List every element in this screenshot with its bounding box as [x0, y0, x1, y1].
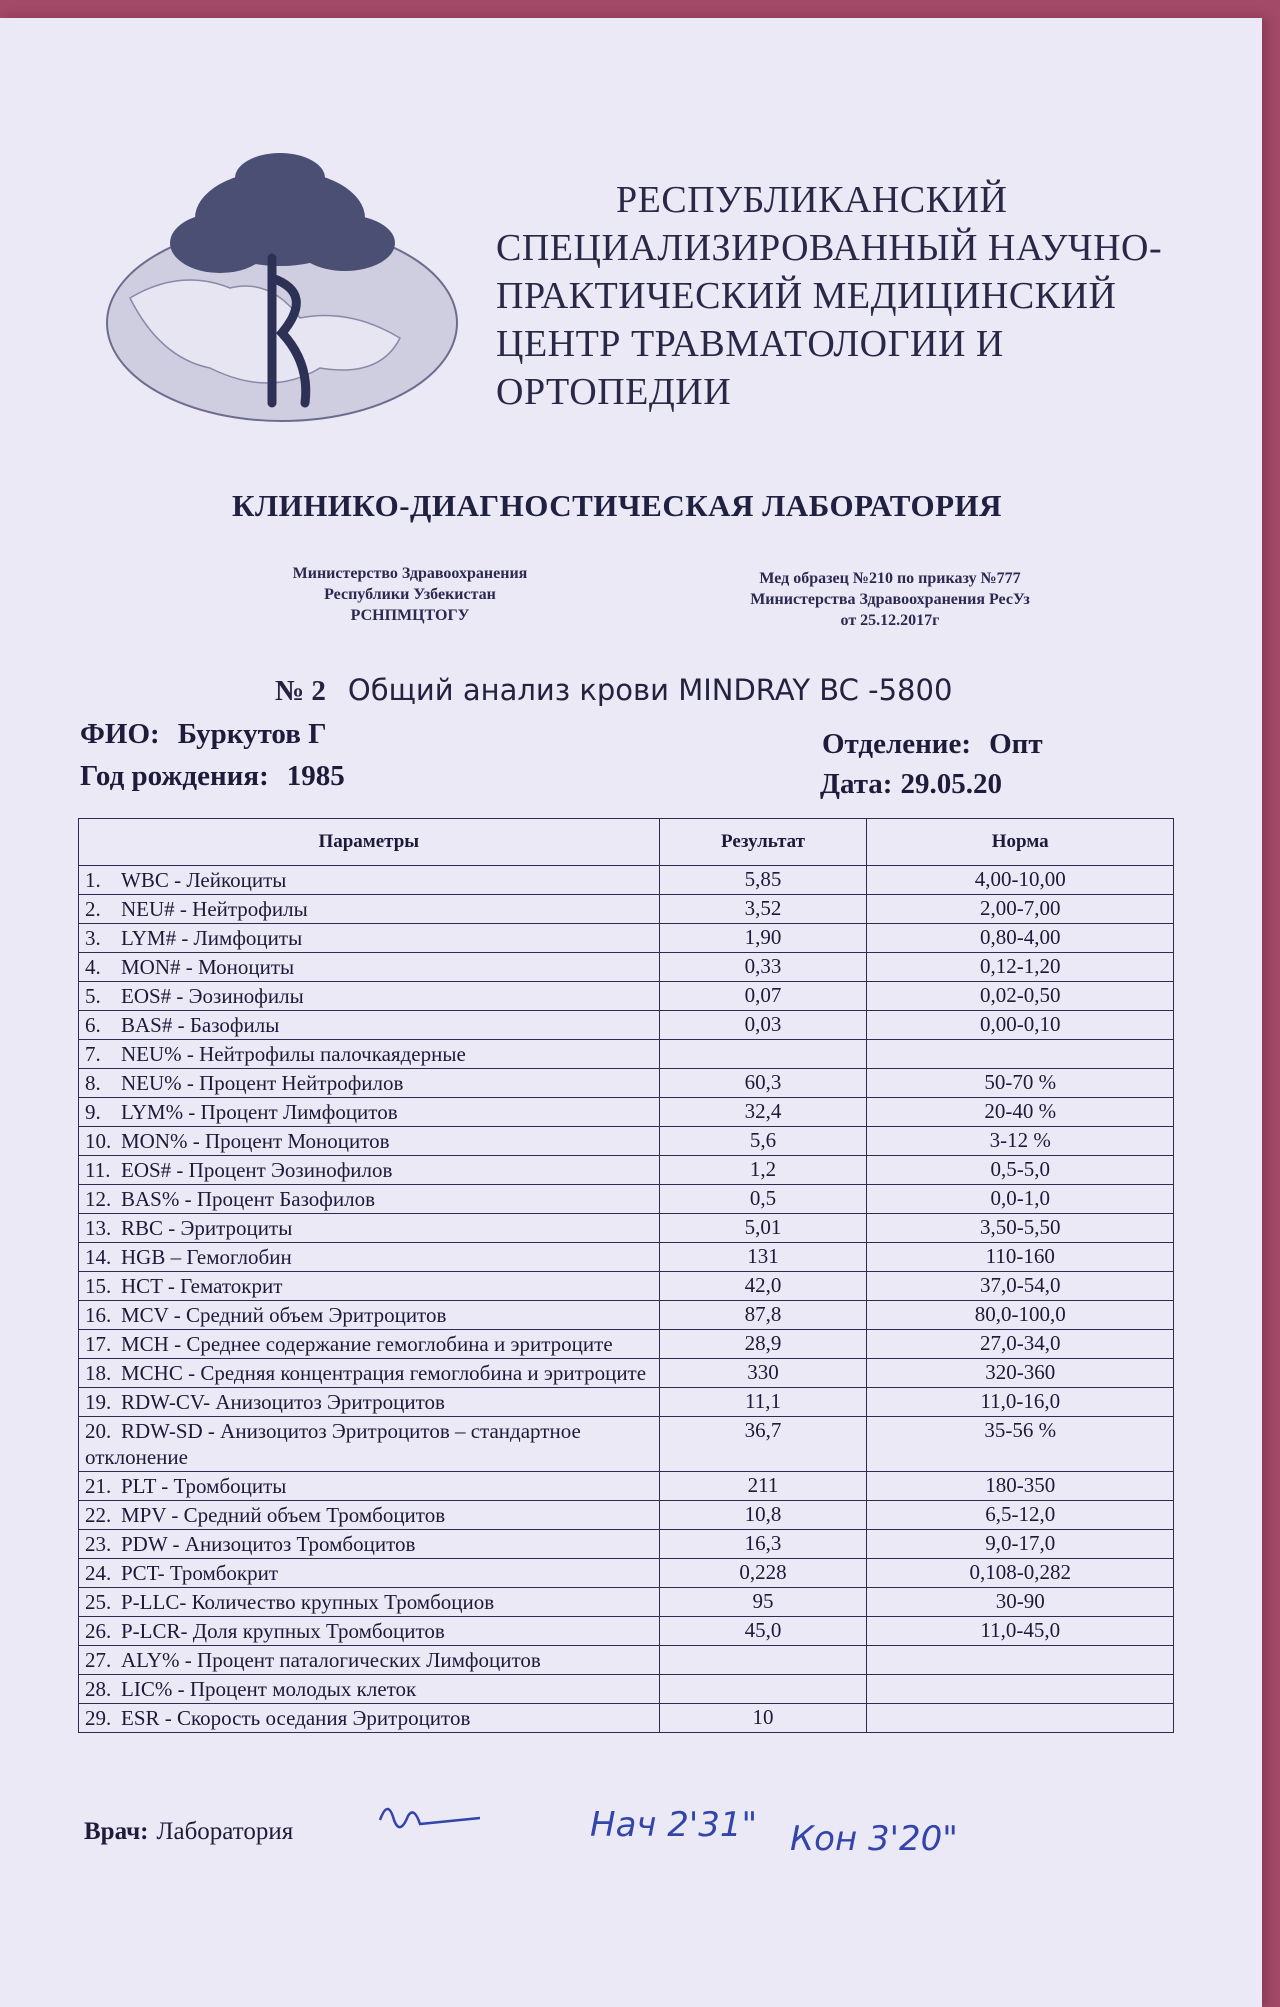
- table-row: [79, 1214, 1174, 1243]
- param-name: BAS# - Базофилы: [121, 1013, 280, 1037]
- institution-line: СПЕЦИАЛИЗИРОВАННЫЙ НАУЧНО-: [496, 227, 1163, 269]
- norm-cell: 50-70 %: [867, 1069, 1174, 1098]
- param-name: HCT - Гематокрит: [121, 1274, 283, 1298]
- patient-birth: [80, 760, 345, 793]
- param-name: PCT- Тромбокрит: [121, 1561, 279, 1585]
- param-cell: [79, 1501, 660, 1530]
- row-number: 12.: [85, 1187, 112, 1211]
- norm-cell: 3,50-5,50: [867, 1214, 1174, 1243]
- result-cell: 0,33: [659, 953, 867, 982]
- table-row: [79, 1011, 1174, 1040]
- row-number: 17.: [85, 1332, 112, 1356]
- table-row: [79, 1388, 1174, 1417]
- row-number: 15.: [85, 1274, 112, 1298]
- institution-line: ОРТОПЕДИИ: [496, 371, 732, 413]
- handwritten-note-end: Кон 3'20": [790, 1819, 958, 1859]
- table-row: [79, 1243, 1174, 1272]
- norm-header: Норма: [867, 819, 1174, 866]
- result-cell: 10: [659, 1704, 867, 1733]
- row-number: 18.: [85, 1361, 112, 1385]
- row-number: 16.: [85, 1303, 112, 1327]
- analysis-title: [275, 673, 1075, 708]
- norm-cell: 80,0-100,0: [867, 1301, 1174, 1330]
- row-number: 22.: [85, 1503, 112, 1527]
- handwritten-note-start: Нач 2'31": [590, 1805, 758, 1845]
- param-cell: [79, 1011, 660, 1040]
- param-name: LYM% - Процент Лимфоцитов: [121, 1100, 398, 1124]
- param-cell: [79, 1098, 660, 1127]
- result-cell: 28,9: [659, 1330, 867, 1359]
- table-row: [79, 1501, 1174, 1530]
- param-name: P-LCR- Доля крупных Тромбоцитов: [121, 1619, 445, 1643]
- table-row: [79, 1301, 1174, 1330]
- param-name: WBC - Лейкоциты: [121, 868, 287, 892]
- table-row: [79, 1588, 1174, 1617]
- param-name: ESR - Скорость оседания Эритроцитов: [121, 1706, 471, 1730]
- ministry-block: [270, 563, 550, 626]
- result-cell: 5,01: [659, 1214, 867, 1243]
- row-number: 5.: [85, 984, 101, 1008]
- result-header: Результат: [659, 819, 867, 866]
- table-row: [79, 1330, 1174, 1359]
- param-cell: [79, 1243, 660, 1272]
- param-name: NEU# - Нейтрофилы: [121, 897, 308, 921]
- param-name: LYM# - Лимфоциты: [121, 926, 303, 950]
- row-number: 27.: [85, 1648, 112, 1672]
- param-cell: [79, 1530, 660, 1559]
- table-row: [79, 982, 1174, 1011]
- row-number: 29.: [85, 1706, 112, 1730]
- norm-cell: 27,0-34,0: [867, 1330, 1174, 1359]
- report-date: [820, 768, 1002, 801]
- param-cell: [79, 1214, 660, 1243]
- result-cell: [659, 1675, 867, 1704]
- analysis-number: № 2: [275, 675, 326, 707]
- analysis-name: Общий анализ крови MINDRAY BC -5800: [347, 673, 953, 707]
- param-name: BAS% - Процент Базофилов: [121, 1187, 376, 1211]
- table-row: [79, 1472, 1174, 1501]
- result-cell: 0,5: [659, 1185, 867, 1214]
- fio-label: ФИО:: [80, 718, 160, 750]
- norm-cell: 37,0-54,0: [867, 1272, 1174, 1301]
- result-cell: 11,1: [659, 1388, 867, 1417]
- param-cell: [79, 1330, 660, 1359]
- param-cell: [79, 1069, 660, 1098]
- result-cell: 16,3: [659, 1530, 867, 1559]
- result-cell: 36,7: [659, 1417, 867, 1472]
- param-cell: [79, 1272, 660, 1301]
- norm-cell: 180-350: [867, 1472, 1174, 1501]
- row-number: 2.: [85, 897, 101, 921]
- order-line: Мед образец №210 по приказу №777: [759, 570, 1021, 587]
- order-block: [720, 568, 1060, 631]
- row-number: 8.: [85, 1071, 101, 1095]
- param-header: Параметры: [79, 819, 660, 866]
- norm-cell: 2,00-7,00: [867, 895, 1174, 924]
- row-number: 26.: [85, 1619, 112, 1643]
- doctor-value: Лаборатория: [156, 1818, 294, 1845]
- institution-line: РЕСПУБЛИКАНСКИЙ: [616, 179, 1008, 221]
- table-row: [79, 1272, 1174, 1301]
- param-cell: [79, 1417, 660, 1472]
- param-cell: [79, 1040, 660, 1069]
- dept-label: Отделение:: [822, 728, 972, 760]
- param-name: NEU% - Нейтрофилы палочкаядерные: [121, 1042, 466, 1066]
- doctor-label: Врач:: [84, 1818, 149, 1845]
- table-row: [79, 1040, 1174, 1069]
- param-name: MPV - Средний объем Тромбоцитов: [121, 1503, 446, 1527]
- date-label: Дата:: [820, 768, 893, 800]
- param-cell: [79, 1388, 660, 1417]
- param-name: RDW-SD - Анизоцитоз Эритроцитов – стандартное отклонение: [85, 1419, 581, 1469]
- param-cell: [79, 895, 660, 924]
- institution-name: [496, 176, 1196, 416]
- norm-cell: 11,0-45,0: [867, 1617, 1174, 1646]
- row-number: 11.: [85, 1158, 111, 1182]
- result-cell: 0,228: [659, 1559, 867, 1588]
- param-cell: [79, 1646, 660, 1675]
- row-number: 13.: [85, 1216, 112, 1240]
- norm-cell: [867, 1646, 1174, 1675]
- param-name: MCHC - Средняя концентрация гемоглобина и эритроците: [121, 1361, 647, 1385]
- param-cell: [79, 1588, 660, 1617]
- table-row: [79, 1185, 1174, 1214]
- table-row: [79, 1359, 1174, 1388]
- param-name: MCH - Среднее содержание гемоглобина и эритроците: [121, 1332, 613, 1356]
- result-cell: 5,85: [659, 866, 867, 895]
- row-number: 6.: [85, 1013, 101, 1037]
- norm-cell: [867, 1675, 1174, 1704]
- result-cell: [659, 1040, 867, 1069]
- lab-report-sheet: [0, 18, 1262, 2007]
- result-cell: 32,4: [659, 1098, 867, 1127]
- norm-cell: 110-160: [867, 1243, 1174, 1272]
- norm-cell: 6,5-12,0: [867, 1501, 1174, 1530]
- row-number: 10.: [85, 1129, 112, 1153]
- norm-cell: [867, 1040, 1174, 1069]
- institution-line: ЦЕНТР ТРАВМАТОЛОГИИ И: [496, 323, 1004, 365]
- norm-cell: 4,00-10,00: [867, 866, 1174, 895]
- result-cell: 1,90: [659, 924, 867, 953]
- param-cell: [79, 1559, 660, 1588]
- lab-title: КЛИНИКО-ДИАГНОСТИЧЕСКАЯ ЛАБОРАТОРИЯ: [232, 488, 1003, 523]
- norm-cell: 30-90: [867, 1588, 1174, 1617]
- norm-cell: 0,5-5,0: [867, 1156, 1174, 1185]
- row-number: 25.: [85, 1590, 112, 1614]
- handwritten-notes: [370, 1758, 1030, 1868]
- result-cell: 60,3: [659, 1069, 867, 1098]
- table-row: [79, 953, 1174, 982]
- param-cell: [79, 1675, 660, 1704]
- param-cell: [79, 1156, 660, 1185]
- result-cell: 5,6: [659, 1127, 867, 1156]
- param-cell: [79, 1472, 660, 1501]
- param-name: EOS# - Эозинофилы: [121, 984, 304, 1008]
- row-number: 21.: [85, 1474, 112, 1498]
- param-cell: [79, 1617, 660, 1646]
- result-cell: 45,0: [659, 1617, 867, 1646]
- result-cell: 211: [659, 1472, 867, 1501]
- row-number: 19.: [85, 1390, 112, 1414]
- param-name: MON% - Процент Моноцитов: [121, 1129, 390, 1153]
- signature-icon: [380, 1809, 480, 1827]
- param-name: RBC - Эритроциты: [121, 1216, 293, 1240]
- param-name: RDW-CV- Анизоцитоз Эритроцитов: [121, 1390, 445, 1414]
- table-header-row: [79, 819, 1174, 866]
- norm-cell: 20-40 %: [867, 1098, 1174, 1127]
- center-logo-icon: [100, 148, 470, 428]
- table-row: [79, 1675, 1174, 1704]
- table-row: [79, 1127, 1174, 1156]
- result-cell: 0,03: [659, 1011, 867, 1040]
- dept-value: Опт: [989, 728, 1043, 760]
- ministry-line: Республики Узбекистан: [324, 586, 496, 603]
- table-row: [79, 895, 1174, 924]
- row-number: 20.: [85, 1419, 112, 1443]
- param-name: PLT - Тромбоциты: [121, 1474, 287, 1498]
- result-cell: 131: [659, 1243, 867, 1272]
- result-cell: 95: [659, 1588, 867, 1617]
- param-cell: [79, 1359, 660, 1388]
- norm-cell: 35-56 %: [867, 1417, 1174, 1472]
- table-row: [79, 1559, 1174, 1588]
- norm-cell: 0,02-0,50: [867, 982, 1174, 1011]
- result-cell: 0,07: [659, 982, 867, 1011]
- fio-value: Буркутов Г: [177, 718, 327, 750]
- param-name: MCV - Средний объем Эритроцитов: [121, 1303, 447, 1327]
- row-number: 14.: [85, 1245, 112, 1269]
- param-name: P-LLC- Количество крупных Тромбоциов: [121, 1590, 495, 1614]
- ministry-line: Министерство Здравоохранения: [292, 565, 528, 582]
- table-row: [79, 924, 1174, 953]
- table-row: [79, 1417, 1174, 1472]
- birth-label: Год рождения:: [80, 760, 269, 792]
- result-cell: 10,8: [659, 1501, 867, 1530]
- param-name: ALY% - Процент паталогических Лимфоцитов: [121, 1648, 541, 1672]
- row-number: 4.: [85, 955, 101, 979]
- norm-cell: [867, 1704, 1174, 1733]
- row-number: 24.: [85, 1561, 112, 1585]
- norm-cell: 9,0-17,0: [867, 1530, 1174, 1559]
- table-row: [79, 1617, 1174, 1646]
- result-cell: 330: [659, 1359, 867, 1388]
- norm-cell: 3-12 %: [867, 1127, 1174, 1156]
- param-name: LIC% - Процент молодых клеток: [121, 1677, 417, 1701]
- param-name: HGB – Гемоглобин: [121, 1245, 292, 1269]
- result-cell: 1,2: [659, 1156, 867, 1185]
- table-row: [79, 866, 1174, 895]
- param-cell: [79, 982, 660, 1011]
- doctor-line: [84, 1818, 293, 1846]
- row-number: 3.: [85, 926, 101, 950]
- row-number: 1.: [85, 868, 101, 892]
- table-row: [79, 1069, 1174, 1098]
- param-cell: [79, 953, 660, 982]
- order-line: от 25.12.2017г: [840, 612, 940, 629]
- results-rows: [79, 866, 1174, 1733]
- row-number: 23.: [85, 1532, 112, 1556]
- param-cell: [79, 1301, 660, 1330]
- param-cell: [79, 924, 660, 953]
- norm-cell: 320-360: [867, 1359, 1174, 1388]
- ministry-line: РСНПМЦТОГУ: [350, 607, 470, 624]
- table-row: [79, 1098, 1174, 1127]
- result-cell: 42,0: [659, 1272, 867, 1301]
- result-cell: [659, 1646, 867, 1675]
- norm-cell: 0,108-0,282: [867, 1559, 1174, 1588]
- norm-cell: 0,0-1,0: [867, 1185, 1174, 1214]
- param-cell: [79, 1704, 660, 1733]
- order-line: Министерства Здравоохранения РесУз: [750, 591, 1030, 608]
- institution-line: ПРАКТИЧЕСКИЙ МЕДИЦИНСКИЙ: [496, 275, 1117, 317]
- date-value: 29.05.20: [900, 768, 1002, 800]
- param-name: NEU% - Процент Нейтрофилов: [121, 1071, 404, 1095]
- row-number: 9.: [85, 1100, 101, 1124]
- param-cell: [79, 1127, 660, 1156]
- row-number: 28.: [85, 1677, 112, 1701]
- param-name: MON# - Моноциты: [121, 955, 295, 979]
- param-cell: [79, 866, 660, 895]
- result-cell: 87,8: [659, 1301, 867, 1330]
- patient-department: [822, 728, 1043, 761]
- patient-fio: [80, 718, 327, 751]
- birth-value: 1985: [286, 760, 345, 792]
- norm-cell: 0,00-0,10: [867, 1011, 1174, 1040]
- row-number: 7.: [85, 1042, 101, 1066]
- table-row: [79, 1156, 1174, 1185]
- norm-cell: 0,12-1,20: [867, 953, 1174, 982]
- table-row: [79, 1530, 1174, 1559]
- table-row: [79, 1646, 1174, 1675]
- param-cell: [79, 1185, 660, 1214]
- table-row: [79, 1704, 1174, 1733]
- norm-cell: 11,0-16,0: [867, 1388, 1174, 1417]
- param-name: EOS# - Процент Эозинофилов: [121, 1158, 393, 1182]
- result-cell: 3,52: [659, 895, 867, 924]
- results-table: [78, 818, 1174, 1733]
- norm-cell: 0,80-4,00: [867, 924, 1174, 953]
- param-name: PDW - Анизоцитоз Тромбоцитов: [121, 1532, 416, 1556]
